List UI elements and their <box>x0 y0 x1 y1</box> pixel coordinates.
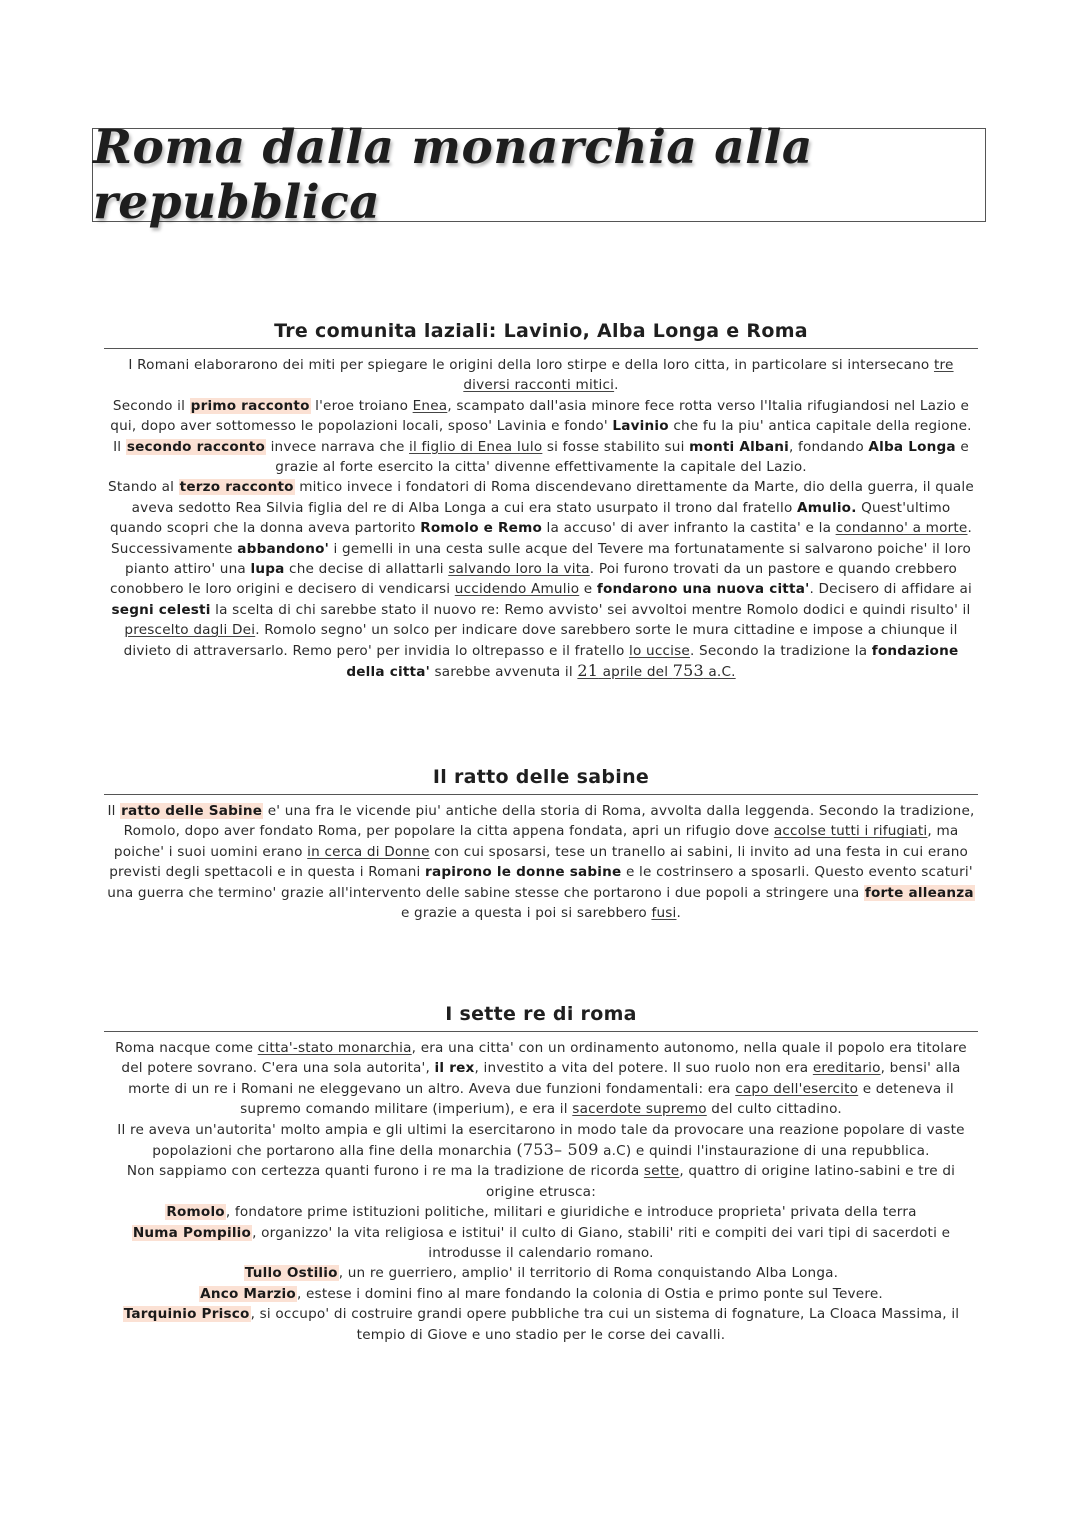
text: Quest'ultimo quando scopri che la donna aveva partorito <box>109 499 951 537</box>
text: , bensi' alla morte di un re i Romani ne eleggevano un altro. Aveva due funzioni fondamentali: era <box>128 1060 961 1097</box>
underlined-text: Enea <box>412 397 448 414</box>
text: la accuso' di aver infranto la castita' e la <box>542 520 836 537</box>
highlight: secondo racconto <box>126 438 266 455</box>
underlined-text: il figlio di Enea Iulo <box>409 438 543 455</box>
founding-date <box>577 661 736 681</box>
highlight: Tarquinio Prisco <box>123 1306 250 1323</box>
underlined-text: ereditario <box>812 1060 881 1077</box>
highlight: Romolo <box>166 1204 225 1221</box>
text: Secondo il <box>112 397 190 414</box>
section-heading: Tre comunita laziali: Lavinio, Alba Longa e Roma <box>104 320 978 349</box>
section-tre-comunita <box>104 320 978 683</box>
underlined-text: accolse tutti i rifugiati <box>773 823 928 840</box>
underlined-text: capo dell'esercito <box>735 1080 859 1097</box>
bold-text: il rex <box>434 1060 475 1077</box>
text: l'eroe troiano <box>310 397 413 414</box>
text: i gemelli in una cesta sulle acque del Tevere ma fortunatamente si salvarono poiche' il loro pianto attiro' una <box>125 540 972 578</box>
bold-text: Alba Longa <box>868 438 956 455</box>
text: , si occupo' di costruire grandi opere pubbliche tra cui un sistema di fognature, La Cloaca Massima, il tempio di Giove e uno stadio per le corse dei cavalli. <box>250 1306 960 1343</box>
paragraph <box>104 1120 978 1162</box>
highlight: forte alleanza <box>864 884 974 901</box>
bold-text: Lavinio <box>612 418 669 435</box>
title-box <box>92 120 986 230</box>
bold-text: rapirono le donne sabine <box>425 864 622 881</box>
bold-text: monti Albani <box>689 438 789 455</box>
text: I Romani elaborarono dei miti per spiegare le origini della loro stirpe e della loro citta, in particolare si intersecano <box>128 357 934 373</box>
bold-text: abbandono' <box>237 540 329 557</box>
highlight: ratto delle Sabine <box>121 803 263 819</box>
text: che decise di allattarli <box>284 561 449 578</box>
king-romolo <box>104 1202 978 1222</box>
text: . Romolo segno' un solco per indicare dove sarebbero sorte le mura cittadine e impose a chiunque il divieto di attraversarlo. Remo pero' per invidia lo oltrepasso e il fratello <box>123 622 958 659</box>
date-era: a.C. <box>703 664 736 681</box>
monarchy-dates: (753– 509 <box>516 1140 599 1160</box>
date-year: 753 <box>672 661 704 681</box>
bold-text: lupa <box>250 561 285 578</box>
paragraph <box>104 477 978 682</box>
highlight: terzo racconto <box>179 479 294 496</box>
king-numa-pompilio <box>104 1223 978 1264</box>
text: . <box>614 377 619 394</box>
section-sette-re <box>104 1003 978 1345</box>
text: Non sappiamo con certezza quanti furono i re ma la tradizione de ricorda <box>126 1163 644 1180</box>
text: si fosse stabilito sui <box>542 438 690 455</box>
text: e grazie a questa i poi si sarebbero <box>400 905 652 922</box>
section-body <box>104 801 978 923</box>
date-day: 21 <box>577 661 599 681</box>
text: , fondando <box>788 438 869 455</box>
underlined-text: prescelto dagli Dei <box>124 622 256 639</box>
text: . Successivamente <box>110 520 973 557</box>
underlined-text: condanno' a morte <box>835 520 968 537</box>
bold-text: fondarono una nuova citta' <box>596 581 810 598</box>
text: e quindi l'instaurazione di una repubblica. <box>631 1143 930 1160</box>
section-ratto-sabine <box>104 766 978 923</box>
paragraph <box>104 355 978 396</box>
text: Stando al <box>108 479 179 496</box>
date-month: aprile del <box>598 664 673 681</box>
underlined-text: fusi <box>651 905 677 922</box>
text: Il <box>107 803 121 819</box>
text: , investito a vita del potere. Il suo ruolo non era <box>474 1060 813 1077</box>
text: con cui sposarsi, tese un tranello ai sabini, li invito ad una festa in cui erano previsti degli spettacoli e in questa i Romani <box>109 843 969 881</box>
text: Il re aveva un'autorita' molto ampia e gli ultimi la esercitarono in modo tale da provocare una reazione popolare di vaste popolazioni che portarono alla fine della monarchia <box>117 1121 965 1160</box>
text: , era una citta' con un ordinamento autonomo, nella quale il popolo era titolare del potere sovrano. C'era una sola autorita', <box>121 1040 967 1077</box>
text: la scelta di chi sarebbe stato il nuovo re: Remo avvisto' sei avvoltoi mentre Romolo dodici e quindi risulto' il <box>210 601 971 618</box>
text: e le costrinsero a sposarli. Questo evento scaturi' una guerra che termino' grazie all'intervento delle sabine stesse che portarono i due popoli a stringere una <box>107 864 973 901</box>
underlined-text: salvando loro la vita <box>448 561 590 578</box>
section-heading: I sette re di roma <box>104 1003 978 1032</box>
highlight: primo racconto <box>190 397 310 414</box>
highlight: Tullo Ostilio <box>244 1265 338 1282</box>
underlined-text: sacerdote supremo <box>572 1101 707 1118</box>
bold-text: segni celesti <box>111 601 211 618</box>
section-body <box>104 1038 978 1345</box>
king-tarquinio-prisco <box>104 1304 978 1345</box>
page-title: Roma dalla monarchia alla repubblica <box>93 120 813 230</box>
text: e grazie al forte esercito la citta' divenne effettivamente la capitale del Lazio. <box>275 438 969 476</box>
bold-text: Amulio. <box>797 499 857 516</box>
underlined-text: citta'-stato monarchia <box>257 1040 412 1056</box>
text: . Secondo la tradizione la <box>690 642 872 659</box>
text: , ma poiche' i suoi uomini erano <box>113 823 959 860</box>
text: , un re guerriero, amplio' il territorio di Roma conquistando Alba Longa. <box>338 1265 839 1282</box>
text: invece narrava che <box>266 438 410 455</box>
king-tullo-ostilio <box>104 1263 978 1283</box>
underlined-text: lo uccise <box>628 642 690 659</box>
text: e' una fra le vicende piu' antiche della storia di Roma, avvolta dalla leggenda. Secondo la tradizione, Romolo, dopo aver fondato Roma, per popolare la citta appena fondata, apri un rifugio dove <box>123 803 975 840</box>
highlight: Anco Marzio <box>200 1285 296 1302</box>
text: , estese i domini fino al mare fondando la colonia di Ostia e primo ponte sul Tevere. <box>296 1285 883 1302</box>
text: . Decisero di affidare ai <box>809 581 972 598</box>
text: e <box>579 581 597 598</box>
paragraph <box>104 437 978 478</box>
text: . <box>676 905 682 922</box>
section-heading: Il ratto delle sabine <box>104 766 978 795</box>
text: a.C) <box>598 1143 632 1160</box>
text: , organizzo' la vita religiosa e istitui' il culto di Giano, stabili' riti e compiti dei vari tipi di sacerdoti e introdusse il calendario romano. <box>252 1224 951 1262</box>
paragraph <box>104 1038 978 1120</box>
section-body <box>104 355 978 683</box>
text: , fondatore prime istituzioni politiche, militari e giuridiche e introduce proprieta' privata della terra <box>225 1204 917 1221</box>
underlined-text: sette <box>643 1163 680 1180</box>
underlined-text: tre diversi racconti mitici <box>463 357 954 394</box>
king-anco-marzio <box>104 1284 978 1304</box>
paragraph <box>104 1161 978 1202</box>
paragraph <box>104 396 978 437</box>
text: Il <box>113 438 126 455</box>
underlined-text: in cerca di Donne <box>307 843 430 860</box>
text: , quattro di origine latino-sabini e tre di origine etrusca: <box>486 1163 956 1200</box>
bold-text: fondazione della citta' <box>346 642 959 681</box>
text: . Poi furono trovati da un pastore e quando crebbero conobbero le loro origini e decisero di vendicarsi <box>109 561 957 598</box>
text: e deteneva il supremo comando militare (imperium), e era il <box>240 1080 954 1118</box>
text: mitico invece i fondatori di Roma discendevano direttamente da Marte, dio della guerra, il quale aveva sedotto Rea Silvia figlia del re di Alba Longa a cui era stato usurpato il trono dal fratello <box>131 479 974 516</box>
bold-text: Romolo e Remo <box>420 520 543 537</box>
text: sarebbe avvenuta il <box>429 664 578 681</box>
text: che fu la piu' antica capitale della regione. <box>668 418 972 435</box>
paragraph <box>104 801 978 923</box>
highlight: Numa Pompilio <box>132 1224 252 1241</box>
text: del culto cittadino. <box>706 1101 842 1118</box>
text: Roma nacque come <box>115 1040 258 1056</box>
underlined-text: uccidendo Amulio <box>454 581 580 598</box>
text: , scampato dall'asia minore fece rotta verso l'Italia rifugiandosi nel Lazio e qui, dopo aver sottomesso le popolazioni locali, sposo' Lavinia e fondo' <box>110 397 970 435</box>
